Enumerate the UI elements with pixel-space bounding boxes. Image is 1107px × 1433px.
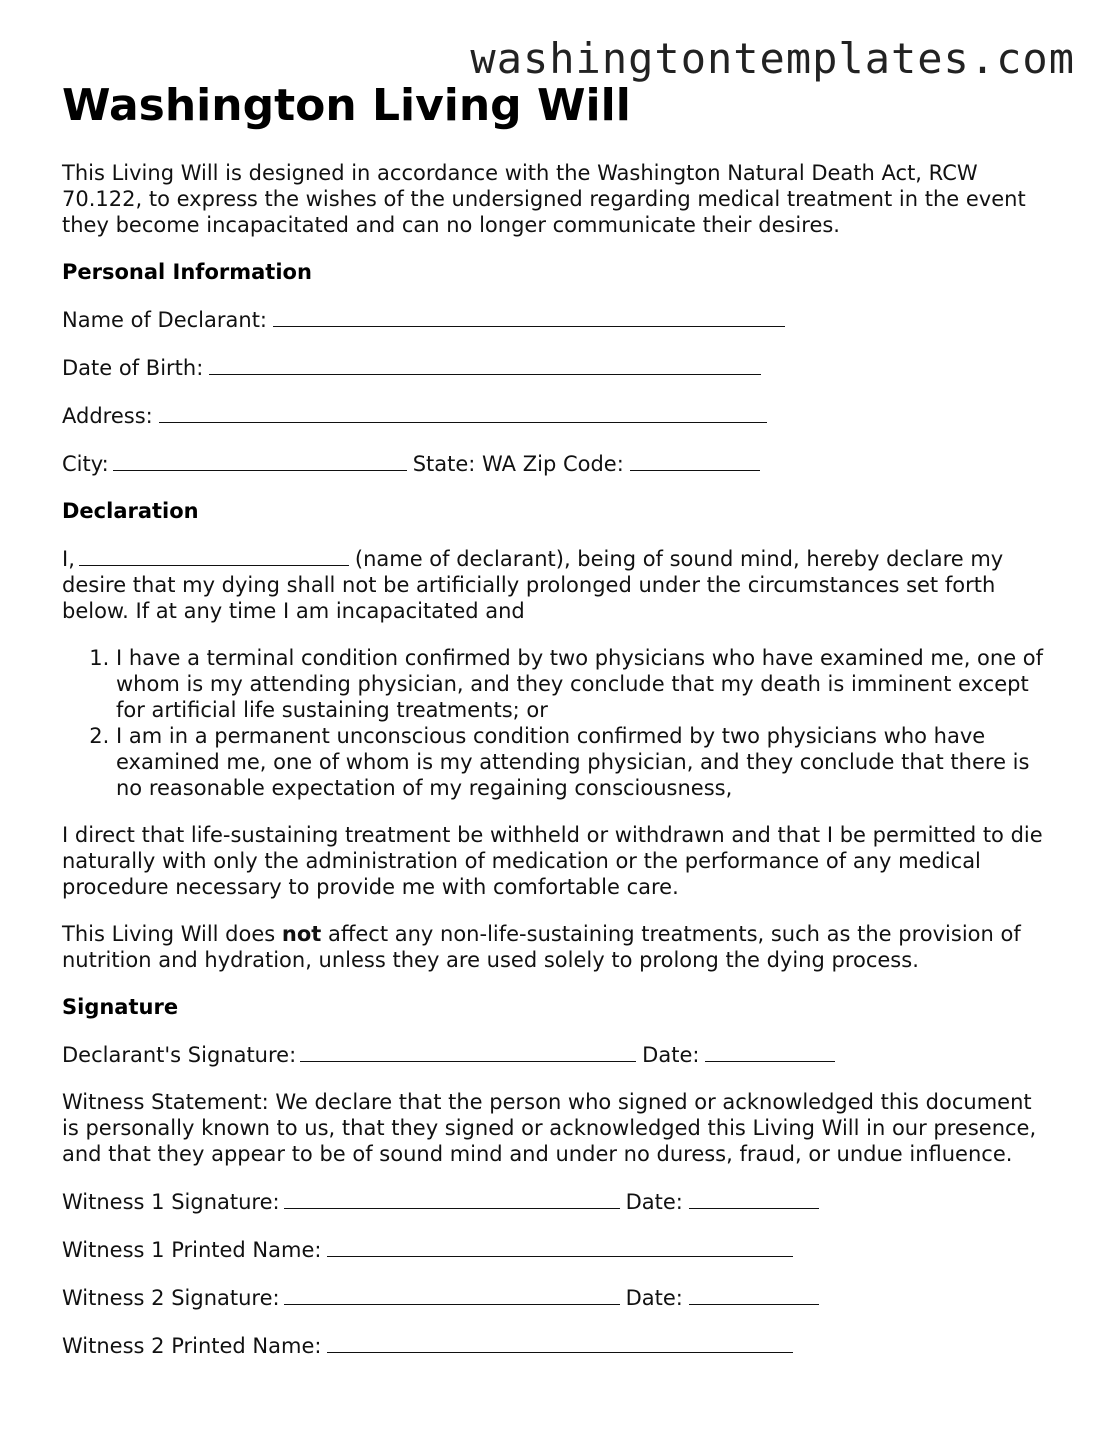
condition-item: 2. I am in a permanent unconscious condition confirmed by two physicians who have examined me, one of whom is my attending physician, and they conclude that there is no reasonable expectation of my regaining consciousness, <box>116 723 1052 801</box>
document-page <box>62 80 1052 1380</box>
declarant-name-label: Name of Declarant: <box>62 308 268 332</box>
declarant-name-field[interactable] <box>273 306 785 327</box>
condition-item: 1. I have a terminal condition confirmed by two physicians who have examined me, one of whom is my attending physician, and they conclude that my death is imminent except for artificial life sustaining treatments; or <box>116 645 1052 723</box>
state-label: State: WA <box>412 452 517 476</box>
witness1-signature-label: Witness 1 Signature: <box>62 1190 280 1214</box>
address-label: Address: <box>62 404 153 428</box>
document-title: Washington Living Will <box>62 80 631 131</box>
witness2-signature-label: Witness 2 Signature: <box>62 1286 280 1310</box>
declaration-lead-prefix: I, <box>62 547 75 571</box>
witness2-date-label: Date: <box>625 1286 683 1310</box>
witness2-name-label: Witness 2 Printed Name: <box>62 1334 322 1358</box>
treatment-note-emphasis: not <box>281 922 322 946</box>
declarant-signature-row <box>62 1041 1052 1068</box>
witness2-signature-row <box>62 1284 1052 1311</box>
city-field[interactable] <box>113 450 407 471</box>
zip-label: Zip Code: <box>522 452 624 476</box>
site-watermark: washingtontemplates.com <box>470 34 1075 83</box>
dob-label: Date of Birth: <box>62 356 204 380</box>
treatment-note-suffix: affect any non-life-sustaining treatments, such as the provision of nutrition and hydration, unless they are used solely to prolong the dying process. <box>62 922 1021 972</box>
witness2-signature-field[interactable] <box>284 1284 620 1305</box>
personal-info-heading: Personal Information <box>62 260 312 284</box>
dob-row <box>62 354 1052 381</box>
zip-field[interactable] <box>630 450 760 471</box>
directive-paragraph: I direct that life-sustaining treatment be withheld or withdrawn and that I be permitted to die naturally with only the administration of medication or the performance of any medical procedure necessary to provide me with comfortable care. <box>62 823 1043 899</box>
declarant-date-label: Date: <box>642 1043 700 1067</box>
witness2-name-field[interactable] <box>327 1332 793 1353</box>
dob-field[interactable] <box>209 354 761 375</box>
declarant-signature-field[interactable] <box>300 1041 636 1062</box>
declaration-lead-suffix: (name of declarant), being of sound mind, hereby declare my desire that my dying shall not be artificially prolonged under the circumstances set forth below. If at any time I am incapacitated and <box>62 547 1004 623</box>
declarant-name-row <box>62 306 1052 333</box>
declaration-heading: Declaration <box>62 499 199 523</box>
conditions-list <box>62 645 1052 801</box>
signature-heading: Signature <box>62 995 179 1019</box>
witness1-signature-row <box>62 1188 1052 1215</box>
witness2-date-field[interactable] <box>689 1284 819 1305</box>
treatment-note-prefix: This Living Will does <box>62 922 276 946</box>
witness2-name-row <box>62 1332 1052 1359</box>
witness1-date-field[interactable] <box>689 1188 819 1209</box>
witness1-name-label: Witness 1 Printed Name: <box>62 1238 322 1262</box>
witness1-name-field[interactable] <box>327 1236 793 1257</box>
treatment-note-paragraph <box>62 921 1052 973</box>
address-row <box>62 402 1052 429</box>
witness-statement: Witness Statement: We declare that the person who signed or acknowledged this document is personally known to us, that they signed or acknowledged this Living Will in our presence, and that they appear to be of sound mind and under no duress, fraud, or undue influence. <box>62 1090 1037 1166</box>
city-label: City: <box>62 452 109 476</box>
declarant-date-field[interactable] <box>705 1041 835 1062</box>
city-state-zip-row <box>62 450 1052 477</box>
witness1-signature-field[interactable] <box>284 1188 620 1209</box>
declarant-signature-label: Declarant's Signature: <box>62 1043 297 1067</box>
declaration-lead <box>62 545 1052 624</box>
intro-paragraph: This Living Will is designed in accordance with the Washington Natural Death Act, RCW 70.122, to express the wishes of the undersigned regarding medical treatment in the event they become incapacitated and can no longer communicate their desires. <box>62 161 1026 237</box>
witness1-date-label: Date: <box>625 1190 683 1214</box>
address-field[interactable] <box>159 402 767 423</box>
declarant-name-inline-field[interactable] <box>79 545 349 566</box>
witness1-name-row <box>62 1236 1052 1263</box>
